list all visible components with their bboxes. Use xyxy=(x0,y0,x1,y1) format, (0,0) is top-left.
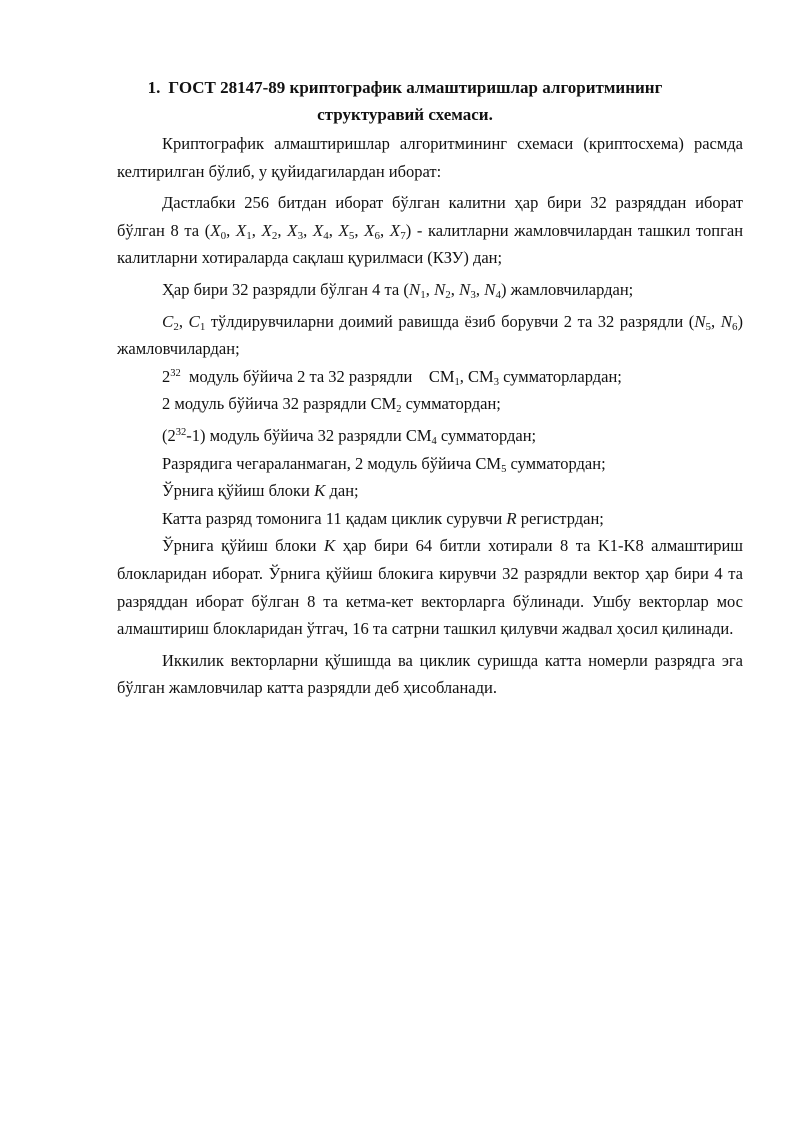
var-n5: $N_5$ xyxy=(694,311,712,333)
var-n4: $N_4$ xyxy=(484,279,501,301)
fillers-text-middle: тўлдирувчиларни доимий равишда ёзиб борувчи 2 та 32 разрядли ( xyxy=(210,311,695,331)
heading-title-line-1: ГОСТ 28147-89 криптографик алмаштиришлар алгоритмининг xyxy=(168,78,663,97)
cm4-sub: 4 xyxy=(431,435,437,447)
adder-cm4-text: -1) модуль бўйича 32 разрядли СМ xyxy=(186,425,432,445)
paragraph-key-storage: Дастлабки 256 битдан иборат бўлган калитни ҳар бири 32 разряддан иборат бўлган 8 та ($X_0$, $X_1$, $X_2$, $X_3$, $X_4$, $X_5$, $X_6$, $X_7$) - калитларни жамловчилардан ташкил топган калитларни хотираларда сақлаш қурилмаси (КЗУ) дан; xyxy=(117,193,744,268)
adders-cm1-cm3-text: модуль бўйича 2 та 32 разрядли xyxy=(189,366,413,386)
shift-register-text: Катта разряд томонига 11 қадам циклик сурувчи xyxy=(162,508,503,528)
accumulators-text-before: Ҳар бири 32 разрядли бўлган 4 та ( xyxy=(162,279,409,299)
cm1-label: СМ xyxy=(428,366,455,386)
var-n2: $N_2$ xyxy=(433,279,451,301)
adder-cm2-tail: сумматордан; xyxy=(405,394,501,414)
paragraph-fillers: $C_2$, $C_1$ тўлдирувчиларни доимий равишда ёзиб борувчи 2 та 32 разрядли ($N_5$, $N_6$) жамловчилардан; xyxy=(117,311,744,359)
adder-cm4-open: (2 xyxy=(162,425,176,445)
var-r: R xyxy=(506,508,517,528)
paragraph-adders-cm1-cm3: $2^{32}$ модуль бўйича 2 та 32 разрядли $СМ_1$, $СМ_3$ сумматорлардан; xyxy=(162,366,622,388)
accumulators-text-after: ) жамловчилардан; xyxy=(500,279,634,299)
adder-cm4-tail: сумматордан; xyxy=(440,425,537,445)
mod-base: 2 xyxy=(162,366,171,386)
adder-cm4-exponent: 32 xyxy=(175,426,187,438)
var-n3: $N_3$ xyxy=(459,279,476,301)
paragraph-binary-vectors: Иккилик векторларни қўшишда ва циклик суришда катта номерли разрядга эга бўлган жамловчилар катта разрядли деб ҳисобланади. xyxy=(117,650,743,698)
paragraph-intro: Криптографик алмаштиришлар алгоритмининг схемаси (криптосхема) расмда келтирилган бўлиб, у қуйидагилардан иборат: xyxy=(117,134,743,181)
var-x4: $X_4$ xyxy=(312,220,329,242)
substitution-block-text: Ўрнига қўйиш блоки xyxy=(162,481,310,501)
substitution-block-tail: дан; xyxy=(329,481,359,501)
var-c1: $C_1$ xyxy=(188,311,206,333)
mod-exponent: 32 xyxy=(170,367,181,379)
paragraph-substitution-details xyxy=(117,532,743,642)
paragraph-accumulators: Ҳар бири 32 разрядли бўлган 4 та ($N_1$, $N_2$, $N_3$, $N_4$) жамловчилардан; xyxy=(162,279,634,301)
var-k-details: K xyxy=(323,536,336,556)
var-c2: $C_2$ xyxy=(162,311,179,333)
var-x7: $X_7$ xyxy=(389,220,406,242)
cm3-label: СМ xyxy=(468,366,494,386)
key-storage-text-after: ) - калитларни жамловчилардан ташкил топган калитларни хотираларда сақлаш қурилмаси (КЗУ) дан; xyxy=(117,220,744,268)
paragraph-substitution-block xyxy=(117,477,743,505)
paragraph-adder-cm4 xyxy=(117,422,743,450)
heading-number: 1. xyxy=(147,78,161,97)
adder-cm2-text: 2 модуль бўйича 32 разрядли СМ xyxy=(162,394,397,414)
var-x1: $X_1$ xyxy=(235,220,252,242)
adder-cm5-text: Разрядига чегараланмаган, 2 модуль бўйича СМ xyxy=(162,453,502,473)
heading-title-line-2: структуравий схемаси. xyxy=(317,105,493,124)
fillers-text-after: ) жамловчилардан; xyxy=(117,311,744,359)
var-x5: $X_5$ xyxy=(338,220,355,242)
key-storage-text-before: Дастлабки 256 битдан иборат бўлган калитни ҳар бири 32 разряддан иборат бўлган 8 та ( xyxy=(117,193,743,240)
substitution-details-after: ҳар бири 64 битли хотирали 8 та K1-K8 алмаштириш блокларидан иборат. Ўрнига қўйиш блокига кирувчи 32 разрядли вектор ҳар бири 4 та разряддан иборат бўлган 8 та кетма-кет векторларга бўлинади. Ушбу векторлар мос алмаштириш блокларидан ўтгач, 16 та сатрни ташкил қилувчи жадвал ҳосил қилинади. xyxy=(117,536,744,639)
paragraph-adder-cm2 xyxy=(117,390,743,418)
heading-line-1 xyxy=(110,74,700,101)
cm5-sub: 5 xyxy=(501,463,507,475)
substitution-details-before: Ўрнига қўйиш блоки xyxy=(162,536,317,556)
adders-cm1-cm3-tail: сумматорлардан; xyxy=(503,366,622,386)
var-x2: $X_2$ xyxy=(261,220,278,242)
var-x0: $X_0$ xyxy=(210,220,227,242)
var-n1: $N_1$ xyxy=(408,279,426,301)
cm1-sub: 1 xyxy=(454,376,460,388)
var-x6: $X_6$ xyxy=(364,220,381,242)
paragraph-shift-register xyxy=(117,505,743,533)
section-heading xyxy=(110,74,700,128)
shift-register-tail: регистрдан; xyxy=(520,508,604,528)
paragraph-adder-cm5 xyxy=(117,450,743,478)
document-body xyxy=(117,130,743,702)
cm3-sub: 3 xyxy=(493,376,499,388)
var-n6: $N_6$ xyxy=(720,311,738,333)
adder-cm5-tail: сумматордан; xyxy=(510,453,606,473)
cm2-sub: 2 xyxy=(396,404,402,416)
var-x3: $X_3$ xyxy=(287,220,304,242)
var-k: K xyxy=(314,481,326,501)
